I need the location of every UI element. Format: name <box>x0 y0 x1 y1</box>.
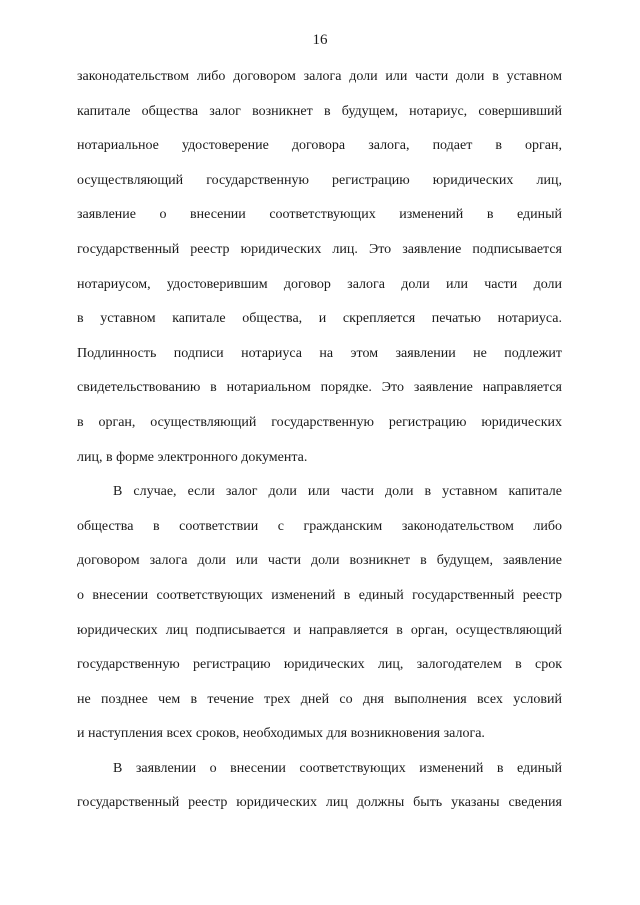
text-line: не позднее чем в течение трех дней со дня выполнения всех условий <box>77 691 562 707</box>
text-line: общества в соответствии с гражданским законодательством либо <box>77 518 562 534</box>
text-line: договором залога доли или части доли возникнет в будущем, заявление <box>77 553 562 569</box>
text-line: в уставном капитале общества, и скрепляется печатью нотариуса. <box>77 311 562 327</box>
text-line: в орган, осуществляющий государственную регистрацию юридических <box>77 414 562 430</box>
page-number: 16 <box>312 32 328 48</box>
text-line: В случае, если залог доли или части доли в уставном капитале <box>113 484 562 500</box>
text-line: государственный реестр юридических лиц. Это заявление подписывается <box>77 241 562 257</box>
text-line: В заявлении о внесении соответствующих изменений в единый <box>113 760 562 776</box>
text-line: нотариальное удостоверение договора залога, подает в орган, <box>77 138 562 154</box>
document-body <box>77 65 562 826</box>
text-line: государственный реестр юридических лиц должны быть указаны сведения <box>77 795 562 811</box>
text-line: нотариусом, удостоверившим договор залога доли или части доли <box>77 276 562 292</box>
text-line: капитале общества залог возникнет в будущем, нотариус, совершивший <box>77 103 562 119</box>
paragraph-2 <box>77 480 562 757</box>
paragraph-3 <box>77 757 562 826</box>
text-line: свидетельствованию в нотариальном порядке. Это заявление направляется <box>77 380 562 396</box>
text-line: о внесении соответствующих изменений в единый государственный реестр <box>77 587 562 603</box>
text-line: Подлинность подписи нотариуса на этом заявлении не подлежит <box>77 345 562 361</box>
text-line: юридических лиц подписывается и направляется в орган, осуществляющий <box>77 622 562 638</box>
paragraph-1 <box>77 65 562 480</box>
text-line: и наступления всех сроков, необходимых для возникновения залога. <box>77 726 485 742</box>
text-line: лиц, в форме электронного документа. <box>77 449 308 465</box>
text-line: заявление о внесении соответствующих изменений в единый <box>77 207 562 223</box>
text-line: законодательством либо договором залога доли или части доли в уставном <box>77 69 562 84</box>
text-line: государственную регистрацию юридических лиц, залогодателем в срок <box>77 657 562 673</box>
text-line: осуществляющий государственную регистрацию юридических лиц, <box>77 172 562 188</box>
